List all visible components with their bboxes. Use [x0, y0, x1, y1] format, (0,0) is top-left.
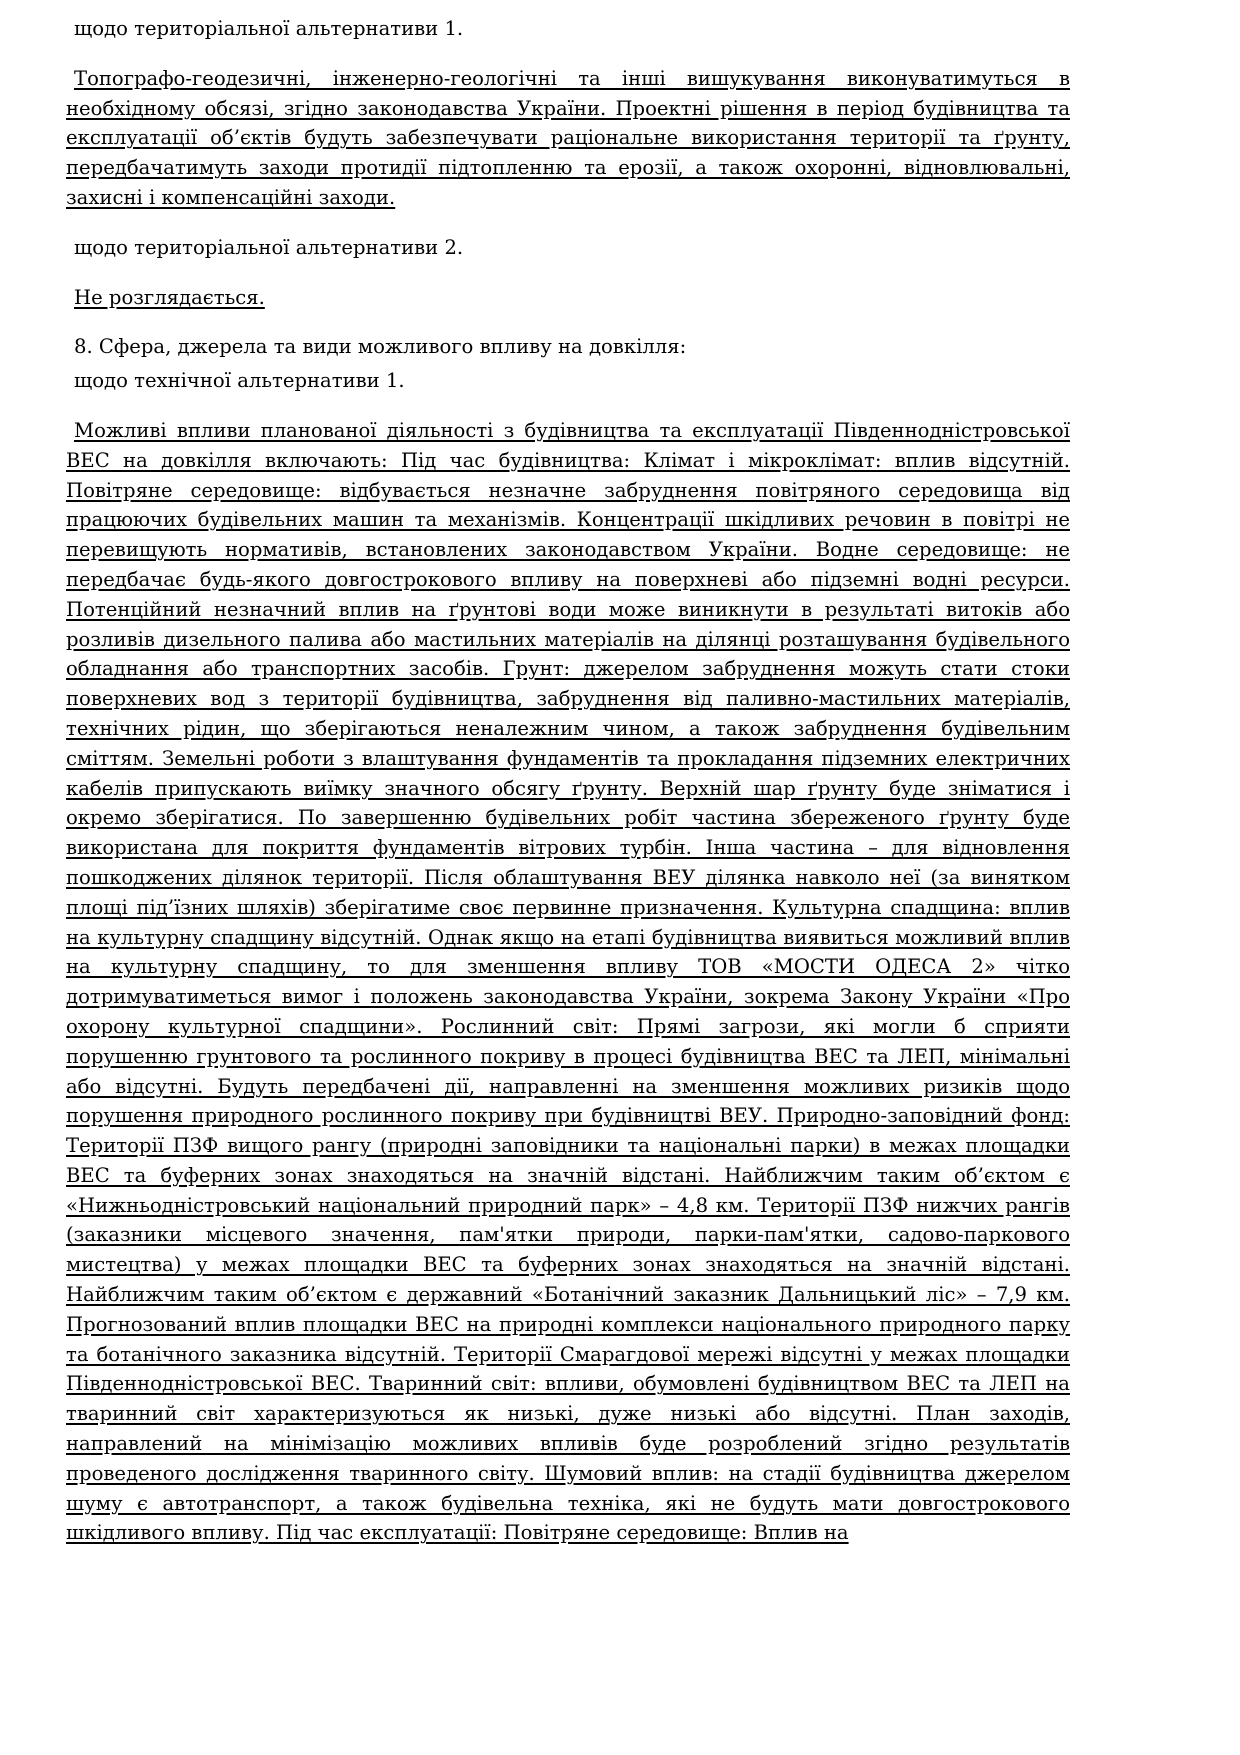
- underlined-text: Топографо-геодезичні, інженерно-геологічні та інші вишукування виконуватимуться в необхідному обсязі, згідно законодавства України. Проектні рішення в період будівництва та експлуатації об’єктів будуть забезпечувати раціональне використання території та ґрунту, передбачатимуть заходи протидії підтопленню та ерозії, а також охоронні, відновлювальні, захисні і компенсаційні заходи.: [66, 66, 1070, 209]
- paragraph-impacts-text: [66, 416, 1070, 1548]
- underlined-text: Можливі впливи планованої діяльності з будівництва та експлуатації Південнодністровської ВЕС на довкілля включають: Під час будівництва: Клімат і мікроклімат: вплив відсутній. Повітряне середовище: відбувається незначне забруднення повітряного середовища від працюючих будівельних машин та механізмів. Концентрації шкідливих речовин в повітрі не перевищують нормативів, встановлених законодавством України. Водне середовище: не передбачає будь-якого довгострокового впливу на поверхневі або підземні водні ресурси. Потенційний незначний вплив на ґрунтові води може виникнути в результаті витоків або розливів дизельного палива або мастильних матеріалів на ділянці розташування будівельного обладнання або транспортних засобів. Грунт: джерелом забруднення можуть стати стоки поверхневих вод з території будівництва, забруднення від паливно-мастильних матеріалів, технічних рідин, що зберігаються неналежним чином, а також забруднення будівельним сміттям. Земельні роботи з влаштування фундаментів та прокладання підземних електричних кабелів припускають виїмку значного обсягу ґрунту. Верхній шар ґрунту буде зніматися і окремо зберігатися. По завершенню будівельних робіт частина збереженого ґрунту буде використана для покриття фундаментів вітрових турбін. Інша частина – для відновлення пошкоджених ділянок території. Після облаштування ВЕУ ділянка навколо неї (за винятком площі під’їзних шляхів) зберігатиме своє первинне призначення. Культурна спадщина: вплив на культурну спадщину відсутній. Однак якщо на етапі будівництва виявиться можливий вплив на культурну спадщину, то для зменшення впливу ТОВ «МОСТИ ОДЕСА 2» чітко дотримуватиметься вимог і положень законодавства України, зокрема Закону України «Про охорону культурної спадщини». Рослинний світ: Прямі загрози, які могли б сприяти порушенню грунтового та рослинного покриву в процесі будівництва ВЕС та ЛЕП, мінімальні або відсутні. Будуть передбачені дії, направленні на зменшення можливих ризиків щодо порушення природного рослинного покриву при будівництві ВЕУ. Природно-заповідний фонд: Території ПЗФ вищого рангу (природні заповідники та національні парки) в межах площадки ВЕС та буферних зонах знаходяться на значній відстані. Найближчим таким об’єктом є «Нижньодністровський національний природний парк» – 4,8 км. Території ПЗФ нижчих рангів (заказники місцевого значення, пам'ятки природи, парки-пам'ятки, садово-паркового мистецтва) у межах площадки ВЕС та буферних зонах знаходяться на значній відстані. Найближчим таким об’єктом є державний «Ботанічний заказник Дальницький ліс» – 7,9 км. Прогнозований вплив площадки ВЕС на природні комплекси національного природного парку та ботанічного заказника відсутній. Території Смарагдової мережі відсутні у межах площадки Південнодністровської ВЕС. Тваринний світ: впливи, обумовлені будівництвом ВЕС та ЛЕП на тваринний світ характеризуються як низькі, дуже низькі або відсутні. План заходів, направлений на мінімізацію можливих впливів буде розроблений згідно результатів проведеного дослідження тваринного світу. Шумовий вплив: на стадії будівництва джерелом шуму є автотранспорт, а також будівельна техніка, які не будуть мати довгострокового шкідливого впливу. Під час експлуатації: Повітряне середовище: Вплив на: [66, 418, 1070, 1545]
- heading-technical-alternative-1: щодо технічної альтернативи 1.: [74, 369, 405, 393]
- paragraph-territorial-alternative-1-text: [66, 64, 1070, 213]
- document-page: [66, 14, 1070, 1548]
- heading-territorial-alternative-2: щодо територіальної альтернативи 2.: [74, 235, 464, 259]
- paragraph-territorial-alternative-2-text: [66, 283, 1070, 313]
- heading-territorial-alternative-1: щодо територіальної альтернативи 1.: [74, 17, 464, 40]
- section-8-heading: 8. Сфера, джерела та види можливого впливу на довкілля:: [74, 335, 687, 359]
- underlined-text: Не розглядається.: [74, 285, 265, 309]
